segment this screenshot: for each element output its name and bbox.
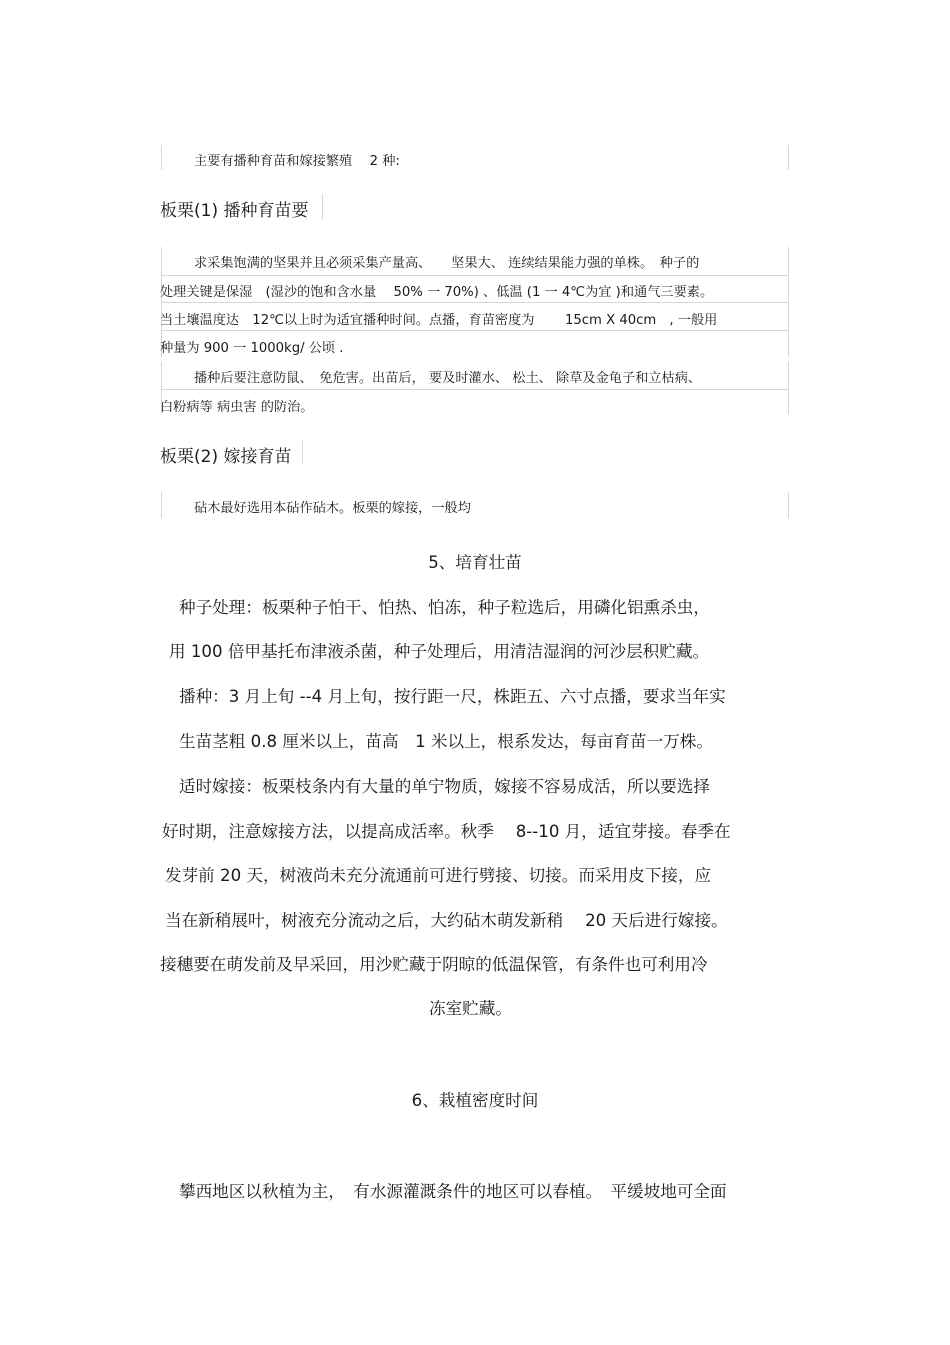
p1-line-3: 当土壤温度达 12℃以上时为适宜播种时间。点播，育苗密度为 15cm X 40cm , 一般用 [160,313,718,328]
s5-line-1: 种子处理：板栗种子怕干、怕热、怕冻，种子粒选后，用磷化铝熏杀虫， [179,598,710,617]
p1-rule-2 [161,302,788,303]
s5-line-10: 冻室贮藏。 [429,999,512,1018]
s5-line-9: 接穗要在萌发前及早采回，用沙贮藏于阴晾的低温保管，有条件也可利用冷 [160,955,708,974]
p1-line-1: 求采集饱满的坚果并且必须采集产量高、 坚果大、 连续结果能力强的单株。 种子的 [194,256,700,271]
p2-line-2: 白粉病等 病虫害 的防治。 [160,400,314,415]
heading-seed-nursery: 板栗(1) 播种育苗要 [160,201,309,221]
heading-grafting-nursery: 板栗(2) 嫁接育苗 [160,447,292,467]
s5-line-2: 用 100 倍甲基托布津液杀菌，种子处理后，用清洁湿润的河沙层积贮藏。 [169,642,710,661]
p1-line-2: 处理关键是保湿 (湿沙的饱和含水量 50% 一 70%) 、低温 (1 一 4℃为宜 )和通气三要素。 [160,285,714,300]
p3-line: 砧木最好选用本砧作砧木。板栗的嫁接，一般均 [194,501,471,516]
p1-rule-1 [161,275,788,276]
intro-text: 主要有播种育苗和嫁接繁殖 2 种: [194,154,400,169]
p2-rule [161,389,788,390]
p1-line-4: 种量为 900 一 1000kg/ 公顷 . [160,341,344,356]
s5-line-3: 播种：3 月上旬 --4 月上旬，按行距一尺，株距五、六寸点播，要求当年实 [179,687,726,706]
s5-line-8: 当在新稍展叶，树液充分流动之后，大约砧木萌发新稍 20 天后进行嫁接。 [165,911,728,930]
s6-line-1: 攀西地区以秋植为主， 有水源灌溉条件的地区可以春植。 平缓坡地可全面 [179,1182,727,1201]
s5-line-5: 适时嫁接：板栗枝条内有大量的单宁物质，嫁接不容易成活，所以要选择 [179,777,710,796]
p1-rule-3 [161,330,788,331]
p2-line-1: 播种后要注意防鼠、 免危害。出苗后， 要及时灌水、 松土、 除草及金龟子和立枯病、 [194,371,702,386]
section5-title: 5、培育壮苗 [428,553,522,572]
s5-line-4: 生苗茎粗 0.8 厘米以上，苗高 1 米以上，根系发达，每亩育苗一万株。 [179,732,713,751]
s5-line-6: 好时期，注意嫁接方法，以提高成活率。秋季 8--10 月，适宜芽接。春季在 [162,822,731,841]
heading1-rule [322,194,323,220]
s5-line-7: 发芽前 20 天，树液尚未充分流通前可进行劈接、切接。而采用皮下接，应 [165,866,712,885]
heading2-rule [302,440,303,464]
section6-title: 6、栽植密度时间 [411,1091,539,1110]
